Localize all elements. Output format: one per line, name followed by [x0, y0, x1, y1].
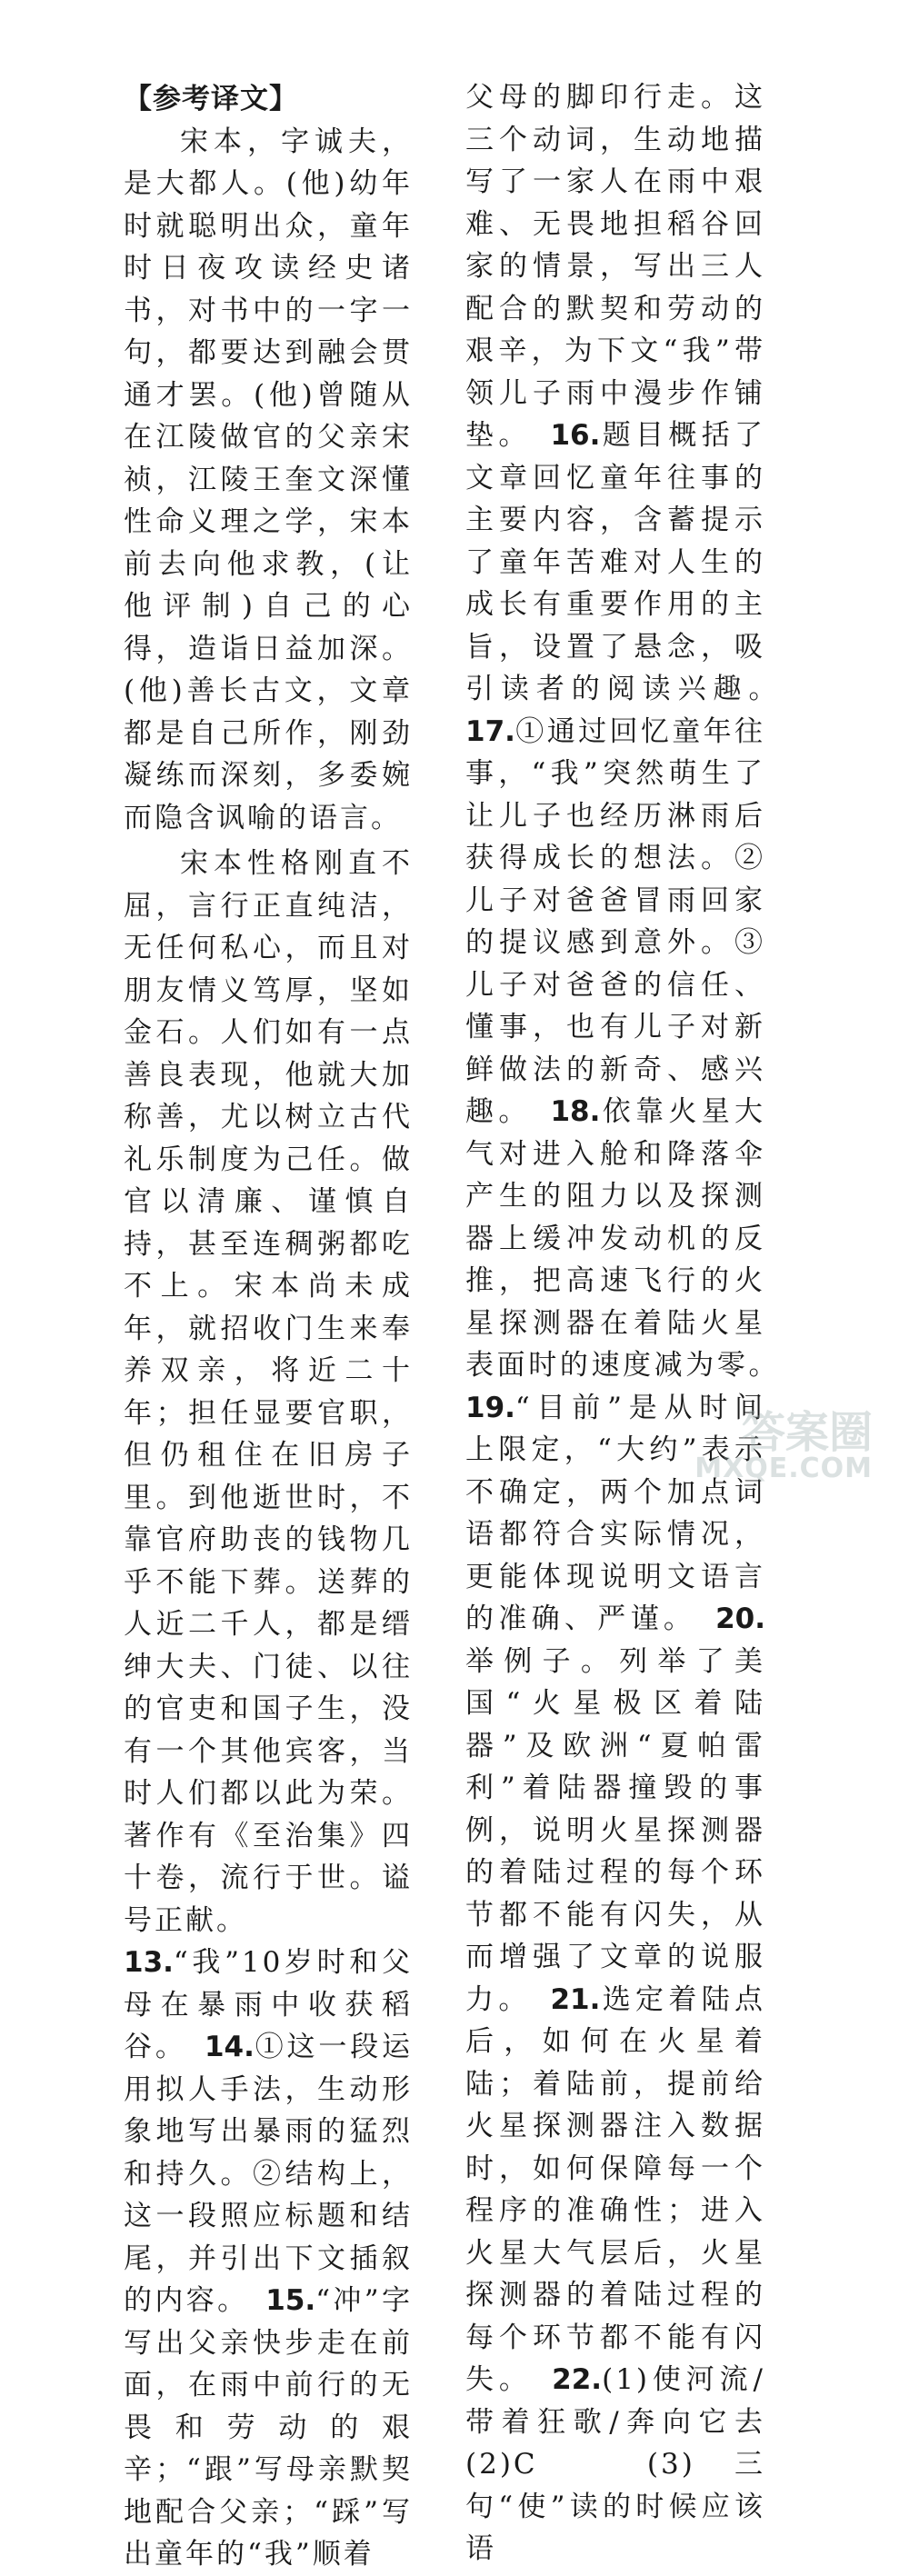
translation-paragraph-1: 宋本，字诚夫，是大都人。(他)幼年时就聪明出众，童年时日夜攻读经史诸书，对书中的一字一句，都要达到融会贯通才罢。(他)曾随从在江陵做官的父亲宋祯，江陵王奎文深懂性命义理之学，宋本前去向他求教，(让他评制)自己的心得，造诣日益加深。(他)善长古文，文章都是自己所作，刚劲凝练而深刻，多委婉而隐含讽喻的语言。 [124, 125, 413, 834]
left-column [124, 78, 413, 2576]
answer-19-text: “目前”是从时间上限定，“大约”表示不确定，两个加点词语都符合实际情况，更能体现说明文语言的准确、严谨。 [465, 1391, 765, 1635]
watermark-logo-text: 答案圈 [741, 1407, 873, 1458]
section-heading: 【参考译文】 [124, 83, 298, 115]
answer-17-number: 17. [465, 714, 515, 748]
answer-20-text: 举例子。列举了美国“火星极区着陆器”及欧洲“夏帕雷利”着陆器撞毁的事例，说明火星探测器的着陆过程的每个环节都不能有闪失，从而增强了文章的说服力。 [465, 1644, 765, 2016]
answer-14-number: 14. [204, 2031, 255, 2063]
answer-15-number: 15. [265, 2284, 316, 2317]
answer-21-number: 21. [550, 1982, 601, 2016]
answer-13-text: “我”10岁时和父母在暴雨中收获稻谷。 [124, 1946, 413, 2063]
answer-18-text: 依靠火星大气对进入舱和降落伞产生的阻力以及探测器上缓冲发动机的反推，把高速飞行的火星探测器在着陆火星表面时的速度减为零。 [465, 1095, 766, 1382]
answer-16-text: 题目概括了文章回忆童年往事的主要内容，含蓄提示了童年苦难对人生的成长有重要作用的主旨，设置了悬念，吸引读者的阅读兴趣。 [465, 419, 766, 705]
watermark-domain: MXQE.COM [694, 1453, 873, 1484]
site-watermark [682, 1397, 873, 1484]
answer-16-number: 16. [550, 419, 601, 452]
translation-paragraph-2: 宋本性格刚直不屈，言行正直纯洁，无任何私心，而且对朋友情义笃厚，坚如金石。人们如有一点善良表现，他就大加称善，尤以树立古代礼乐制度为己任。做官以清廉、谨慎自持，甚至连稠粥都吃不上。宋本尚未成年，就招收门生来奉养双亲，将近二十年；担任显要官职，但仍租住在旧房子里。到他逝世时，不靠官府助丧的钱物几乎不能下葬。送葬的人近二千人，都是缙绅大夫、门徒、以往的官吏和国子生，没有一个其他宾客，当时人们都以此为荣。著作有《至治集》四十卷，流行于世。谥号正献。 [124, 847, 413, 1937]
answer-15-continued: 父母的脚印行走。这三个动词，生动地描写了一家人在雨中艰难、无畏地担稻谷回家的情景，写出三人配合的默契和劳动的艰辛，为下文“我”带领儿子雨中漫步作铺垫。 [465, 81, 765, 452]
answer-19-number: 19. [465, 1391, 515, 1424]
answer-20-number: 20. [715, 1603, 766, 1635]
answer-13 [124, 1942, 413, 2576]
answer-15-text: “冲”字写出父亲快步走在前面，在雨中前行的无畏和劳动的艰辛；“跟”写母亲默契地配合父亲；“踩”写出童年的“我”顺着 [124, 2284, 413, 2571]
answer-17-text: ①通过回忆童年往事，“我”突然萌生了让儿子也经历淋雨后获得成长的想法。②儿子对爸爸冒雨回家的提议感到意外。③儿子对爸爸的信任、懂事，也有儿子对新鲜做法的新奇、感兴趣。 [465, 714, 765, 1128]
answer-13-number: 13. [124, 1946, 174, 1979]
answer-22-text: (1)使河流/带着狂歌/奔向它去 (2)C (3)三句“使”读的时候应该语 [465, 2363, 796, 2565]
answer-21-text: 选定着陆点后，如何在火星着陆；着陆前，提前给火星探测器注入数据时，如何保障每一个程序的准确性；进入火星大气层后，火星探测器的着陆过程的每个环节都不能有闪失。 [465, 1982, 766, 2396]
answer-22-number: 22. [552, 2363, 603, 2396]
answer-14-text: ①这一段运用拟人手法，生动形象地写出暴雨的猛烈和持久。②结构上，这一段照应标题和结尾，并引出下文插叙的内容。 [124, 2031, 414, 2317]
answer-18-number: 18. [550, 1095, 601, 1128]
